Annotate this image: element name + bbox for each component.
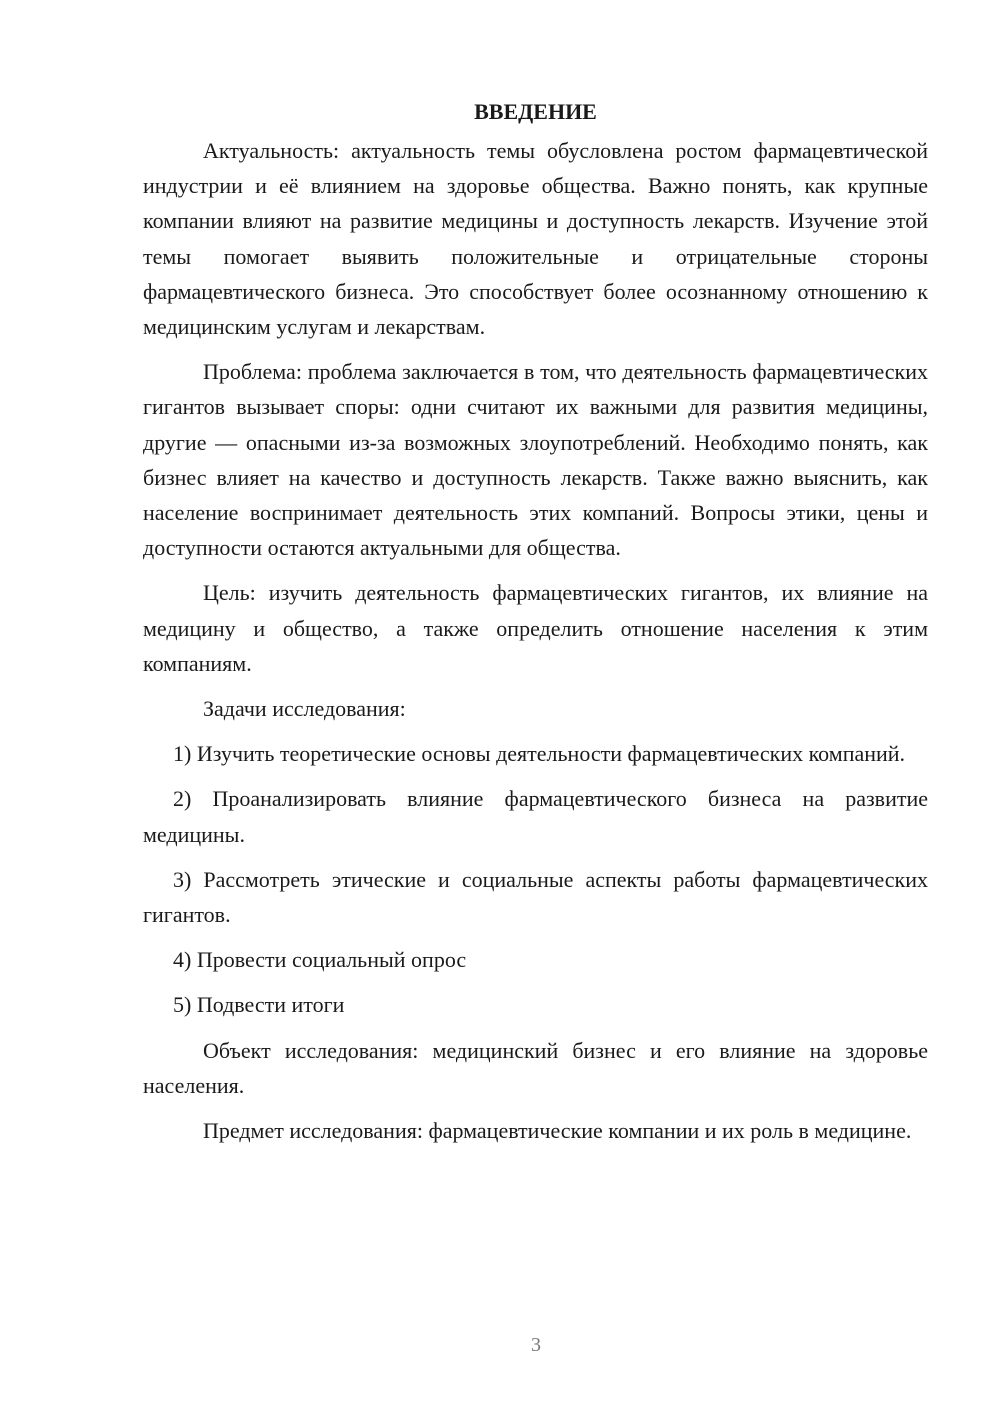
page-content bbox=[143, 94, 928, 1148]
task-item-5: 5) Подвести итоги bbox=[173, 992, 345, 1018]
paragraph-relevance: Актуальность: актуальность темы обусловлена ростом фармацевтической индустрии и её влиянием на здоровье общества. Важно понять, как крупные компании влияют на развитие медицины и доступность лекарств. Изучение этой темы помогает выявить положительные и отрицательные стороны фармацевтического бизнеса. Это способствует более осознанному отношению к медицинским услугам и лекарствам. bbox=[143, 138, 928, 340]
page-title: ВВЕДЕНИЕ bbox=[474, 99, 597, 124]
task-item-3: 3) Рассмотреть этические и социальные аспекты работы фармацевтических гигантов. bbox=[143, 866, 928, 928]
paragraph-subject: Предмет исследования: фармацевтические компании и их роль в медицине. bbox=[203, 1118, 912, 1144]
paragraph-problem: Проблема: проблема заключается в том, что деятельность фармацевтических гигантов вызывает споры: одни считают их важными для развития медицины, другие — опасными из-за возможных злоупотреблений. Необходимо понять, как бизнес влияет на качество и доступность лекарств. Также важно выяснить, как население воспринимает деятельность этих компаний. Вопросы этики, цены и доступности остаются актуальными для общества. bbox=[143, 359, 928, 561]
task-item-1: 1) Изучить теоретические основы деятельности фармацевтических компаний. bbox=[173, 741, 906, 767]
paragraph-goal: Цель: изучить деятельность фармацевтических гигантов, их влияние на медицину и общество, а также определить отношение населения к этим компаниям. bbox=[143, 580, 928, 676]
task-item-4: 4) Провести социальный опрос bbox=[173, 947, 467, 973]
paragraph-object: Объект исследования: медицинский бизнес и его влияние на здоровье населения. bbox=[143, 1037, 928, 1098]
paragraph-tasks-heading: Задачи исследования: bbox=[203, 696, 406, 722]
page-number: 3 bbox=[531, 1334, 541, 1356]
task-item-2: 2) Проанализировать влияние фармацевтического бизнеса на развитие медицины. bbox=[143, 786, 928, 847]
